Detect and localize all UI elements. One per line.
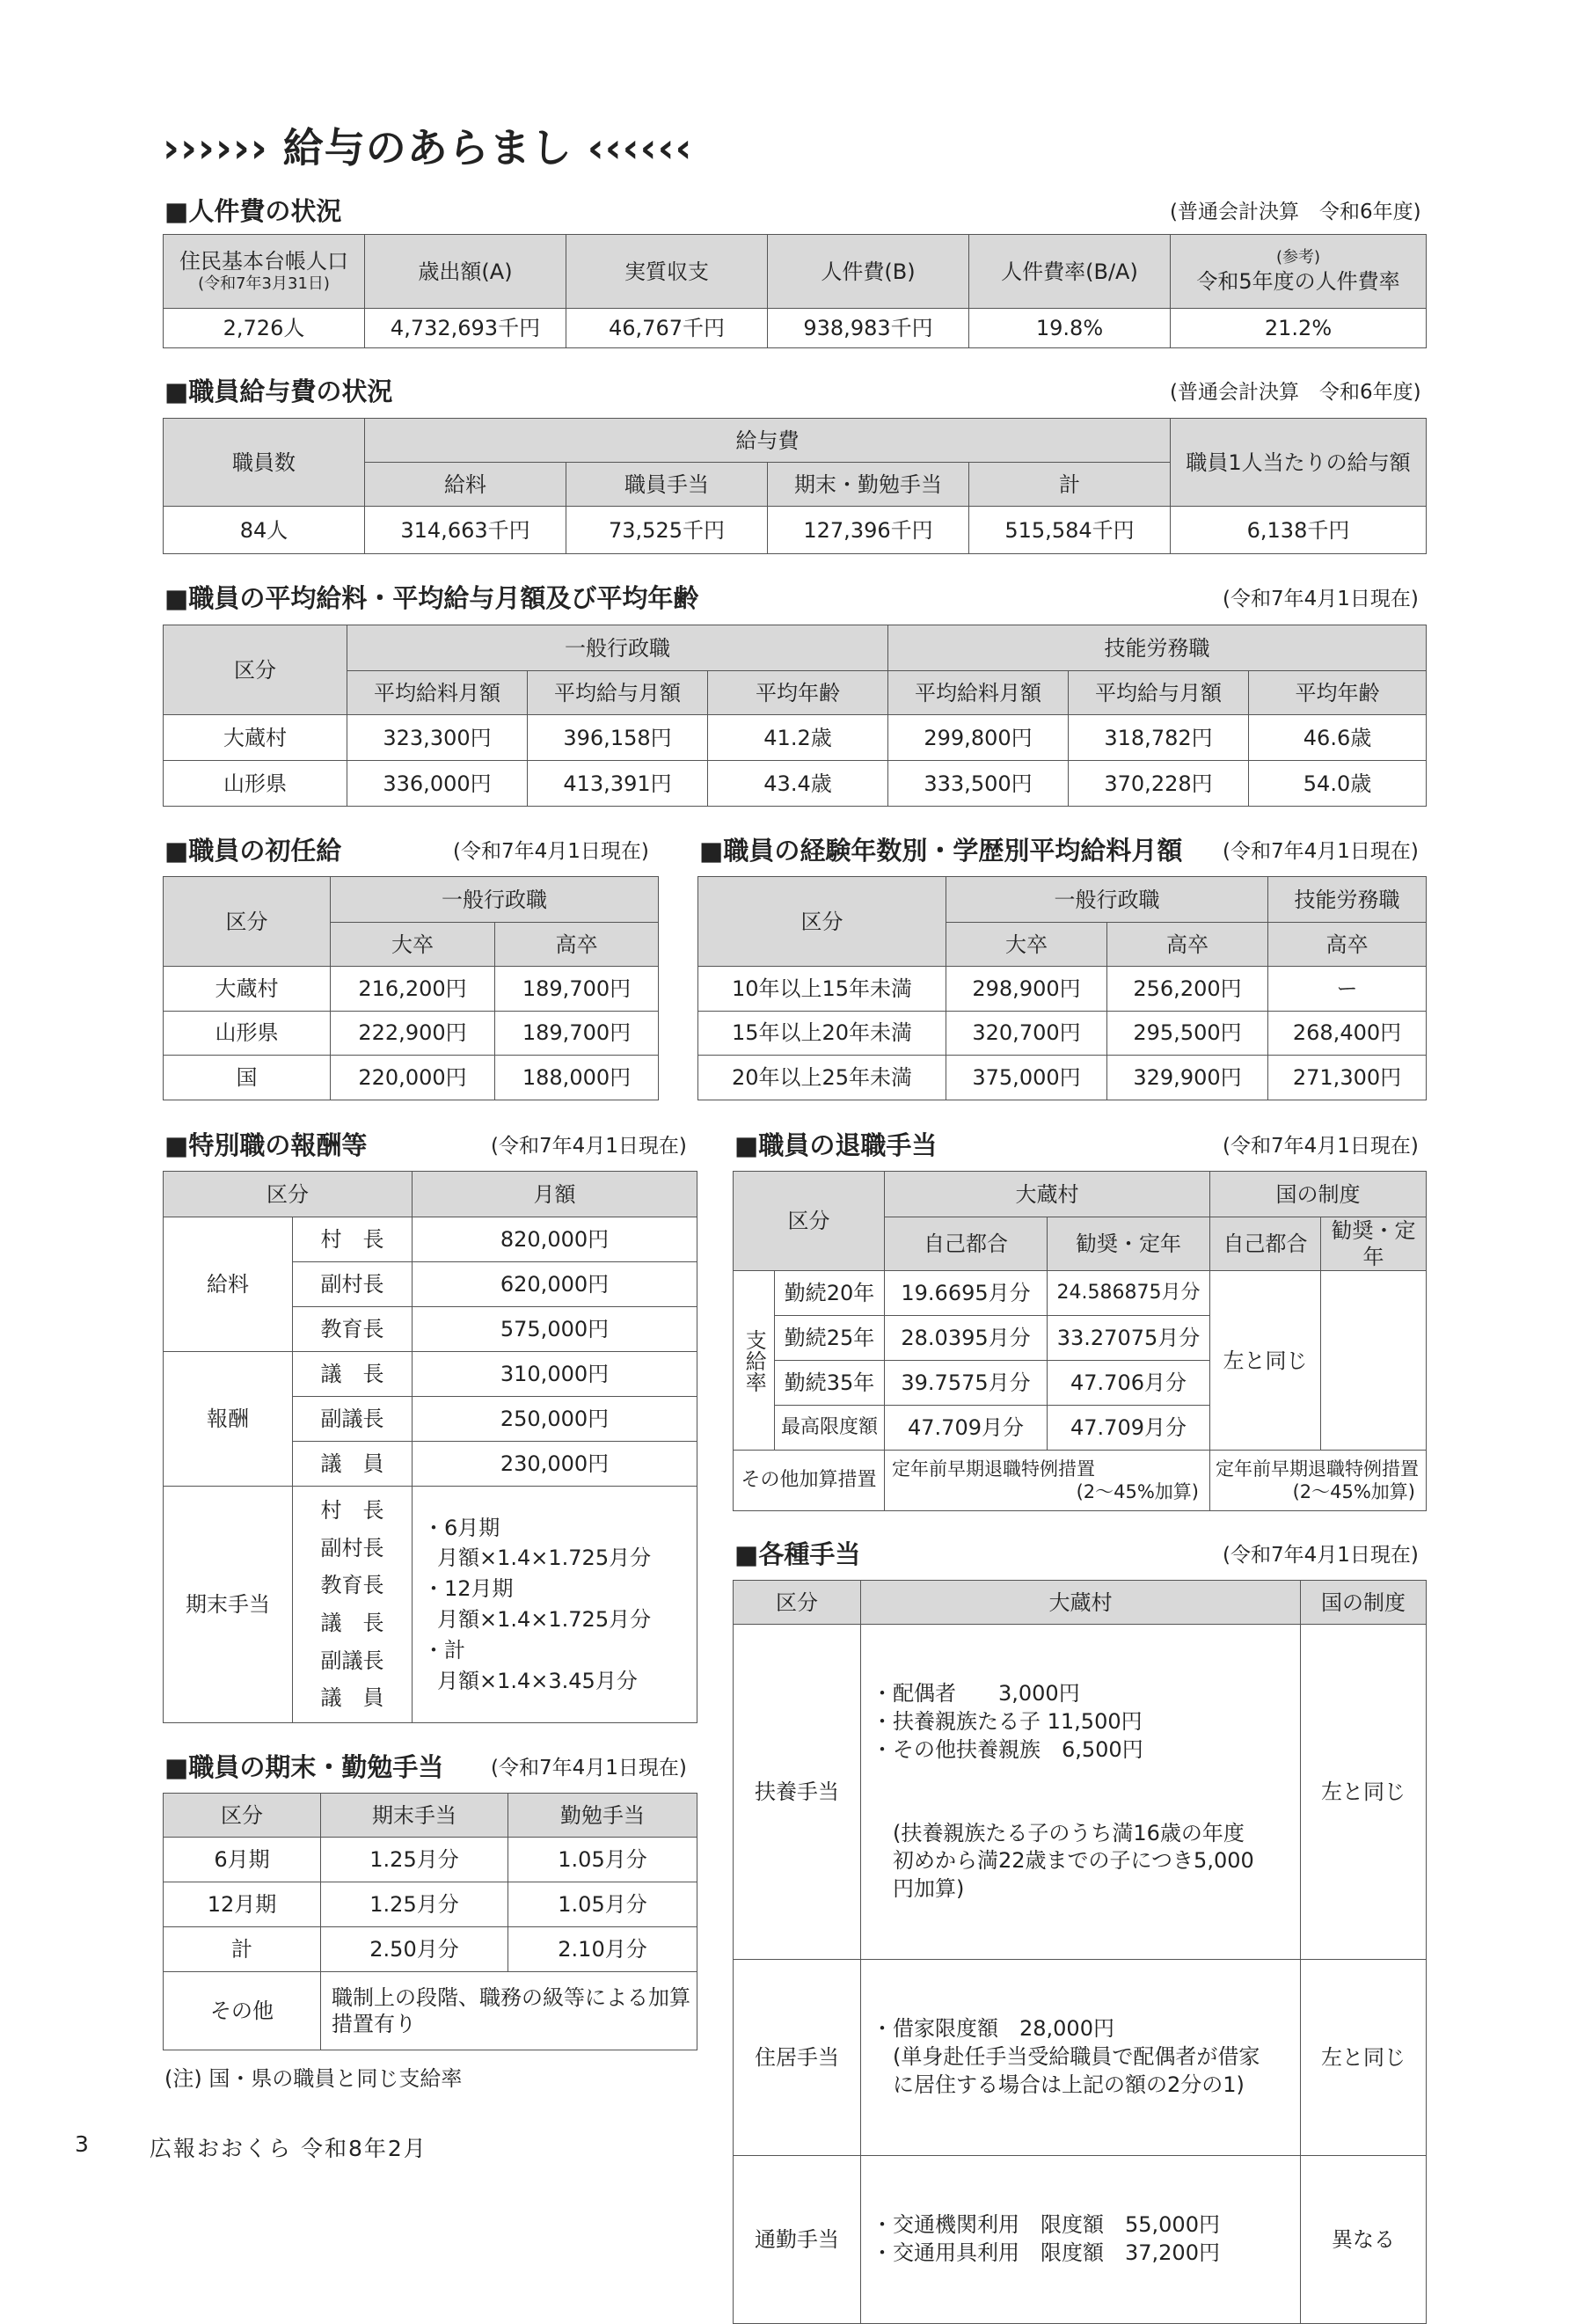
header-cost-rate: 人件費率(B/A) [969,235,1171,309]
cell: 47.706月分 [1048,1361,1210,1406]
row-label: 国 [164,1056,331,1100]
header-staff-count: 職員数 [164,419,365,507]
header-labor: 技能労務職 [1268,877,1427,923]
cell: 271,300円 [1268,1056,1427,1100]
other-nation: 定年前早期退職特例措置 (2〜45%加算) [1210,1451,1427,1511]
cell: 323,300円 [347,715,528,761]
row-label: 15年以上20年未満 [698,1011,946,1056]
cell: 938,983千円 [768,309,969,348]
cell: 1.05月分 [508,1882,697,1927]
cell: 299,800円 [888,715,1069,761]
cell: 413,391円 [528,761,708,807]
cell: ー [1268,967,1427,1012]
cell: 295,500円 [1107,1011,1268,1056]
page-number: 3 [75,2131,89,2157]
header-kubun: 区分 [164,1172,413,1217]
cell: 336,000円 [347,761,528,807]
header-sub: 平均給与月額 [528,671,708,715]
cell: 298,900円 [946,967,1107,1012]
header-sub: 勧奨・定年 [1321,1217,1427,1271]
housing-details: ・借家限度額 28,000円 (単身赴任手当受給職員で配偶者が借家 に居住する場合は上記の額の2分の1) [861,1960,1301,2156]
header-sub: 平均年齢 [1249,671,1427,715]
amount: 820,000円 [413,1217,697,1262]
cell: 24.586875月分 [1048,1271,1210,1316]
cell: 84人 [164,507,365,554]
amount: 310,000円 [413,1352,697,1397]
header-village: 大蔵村 [861,1581,1301,1625]
average-salary-table [163,625,1427,807]
amount: 620,000円 [413,1262,697,1307]
cell: 47.709月分 [885,1406,1048,1451]
cell: 188,000円 [495,1056,659,1100]
cell: 6,138千円 [1171,507,1427,554]
position: 副議長 [293,1397,413,1442]
header-general: 一般行政職 [347,625,888,671]
header-per-person: 職員1人当たりの給与額 [1171,419,1427,507]
row-label: 勤続35年 [775,1361,885,1406]
section-title-experience-salary: ■職員の経験年数別・学歴別平均給料月額 [699,836,1183,866]
nation-empty [1321,1271,1427,1451]
cell: 320,700円 [946,1011,1107,1056]
personnel-cost-table [163,234,1427,348]
header-kubun: 区分 [734,1172,885,1271]
position: 議 長 [293,1352,413,1397]
section-title-starting-salary: ■職員の初任給 [164,836,342,866]
cell: 2.50月分 [321,1927,508,1972]
cell: 189,700円 [495,967,659,1012]
position: 議 員 [293,1442,413,1487]
header-sub: 計 [969,463,1171,507]
header-sub: 勧奨・定年 [1048,1217,1210,1271]
reward-label: 報酬 [164,1352,293,1487]
section-note: (普通会計決算 令和6年度) [1170,201,1421,223]
cell: 4,732,693千円 [365,309,566,348]
nation-value: 異なる [1301,2155,1427,2323]
experience-salary-table [697,876,1427,1100]
cell: 329,900円 [1107,1056,1268,1100]
section-title-personnel-cost: ■人件費の状況 [164,196,342,226]
section-title-salary-cost: ■職員給与費の状況 [164,376,393,406]
nation-same: 左と同じ [1210,1271,1321,1451]
header-sub: 職員手当 [566,463,768,507]
bonus-label: 期末手当 [164,1487,293,1723]
header-amount: 月額 [413,1172,697,1217]
header-general: 一般行政職 [331,877,659,923]
row-label: 大蔵村 [164,715,347,761]
nation-value: 左と同じ [1301,1960,1427,2156]
cell: 396,158円 [528,715,708,761]
cell: 189,700円 [495,1011,659,1056]
cell: 54.0歳 [1249,761,1427,807]
section-note: (令和7年4月1日現在) [1223,1135,1419,1158]
row-label: 山形県 [164,1011,331,1056]
header-labor: 技能労務職 [888,625,1427,671]
allowances-table [733,1580,1427,2324]
publication-name: 広報おおくら 令和8年2月 [150,2136,427,2161]
row-label: 最高限度額 [775,1406,885,1451]
header-general: 一般行政職 [946,877,1268,923]
row-label: 山形県 [164,761,347,807]
row-label: 12月期 [164,1882,321,1927]
cell: 21.2% [1171,309,1427,348]
header-sub: 平均給与月額 [1069,671,1249,715]
row-label: 10年以上15年未満 [698,967,946,1012]
header-kubun: 区分 [164,625,347,715]
salary-label: 給料 [164,1217,293,1352]
section-title-allowances: ■各種手当 [734,1539,861,1569]
header-kubun: 区分 [164,877,331,967]
cell: 1.05月分 [508,1838,697,1882]
section-note: (令和7年4月1日現在) [1223,840,1419,863]
header-kubun: 区分 [164,1794,321,1838]
cell: 33.27075月分 [1048,1316,1210,1361]
header-sub: 給料 [365,463,566,507]
commute-details: ・交通機関利用 限度額 55,000円 ・交通用具利用 限度額 37,200円 [861,2155,1301,2323]
header-nation: 国の制度 [1301,1581,1427,1625]
page-title: ›››››› 給与のあらまし ‹‹‹‹‹‹ [163,124,693,172]
section-note: (令和7年4月1日現在) [1223,1544,1419,1567]
cell: 41.2歳 [708,715,888,761]
cell: 1.25月分 [321,1882,508,1927]
section-note: (令和7年4月1日現在) [491,1135,687,1158]
header-kubun: 区分 [698,877,946,967]
cell: 256,200円 [1107,967,1268,1012]
header-pay: 給与費 [365,419,1171,463]
rate-label: 支給率 [734,1271,775,1451]
cell: 2.10月分 [508,1927,697,1972]
cell: 73,525千円 [566,507,768,554]
header-village: 大蔵村 [885,1172,1210,1217]
header-nation: 国の制度 [1210,1172,1427,1217]
cell: 515,584千円 [969,507,1171,554]
salary-cost-table [163,418,1427,554]
section-note: (普通会計決算 令和6年度) [1170,381,1421,404]
cell: 314,663千円 [365,507,566,554]
row-label: 6月期 [164,1838,321,1882]
footnote: (注) 国・県の職員と同じ支給率 [164,2066,463,2091]
header-sub: 高卒 [495,923,659,967]
amount: 230,000円 [413,1442,697,1487]
section-title-retirement: ■職員の退職手当 [734,1130,938,1160]
header-sub: 大卒 [331,923,495,967]
header-sub: 平均給料月額 [347,671,528,715]
cell: 220,000円 [331,1056,495,1100]
bonus-positions: 村 長 副村長 教育長 議 長 副議長 議 員 [293,1487,413,1723]
cell: 1.25月分 [321,1838,508,1882]
row-label: 勤続20年 [775,1271,885,1316]
dependent-details: ・配偶者 3,000円 ・扶養親族たる子 11,500円 ・その他扶養親族 6,500円 (扶養親族たる子のうち満16歳の年度 初めから満22歳までの子につき5,000 円加算) [861,1625,1301,1960]
position: 教育長 [293,1307,413,1352]
header-term-end: 期末手当 [321,1794,508,1838]
starting-salary-table [163,876,659,1100]
header-sub: 高卒 [1268,923,1427,967]
cell: 375,000円 [946,1056,1107,1100]
row-label: 住居手当 [734,1960,861,2156]
cell: 43.4歳 [708,761,888,807]
row-label: その他 [164,1972,321,2050]
section-note: (令和7年4月1日現在) [453,840,649,863]
other-label: その他加算措置 [734,1451,885,1511]
cell: 222,900円 [331,1011,495,1056]
header-sub: 平均給料月額 [888,671,1069,715]
amount: 250,000円 [413,1397,697,1442]
section-title-special-post: ■特別職の報酬等 [164,1130,368,1160]
bonus-formula: ・6月期 月額×1.4×1.725月分 ・12月期 月額×1.4×1.725月分 ・計 月額×1.4×3.45月分 [413,1487,697,1723]
row-label: 勤続25年 [775,1316,885,1361]
header-kubun: 区分 [734,1581,861,1625]
header-expenditure: 歳出額(A) [365,235,566,309]
position: 副村長 [293,1262,413,1307]
section-note: (令和7年4月1日現在) [1223,588,1419,610]
cell: 127,396千円 [768,507,969,554]
nation-value: 左と同じ [1301,1625,1427,1960]
cell: 2,726人 [164,309,365,348]
cell: 370,228円 [1069,761,1249,807]
cell: 216,200円 [331,967,495,1012]
row-label: 扶養手当 [734,1625,861,1960]
retirement-table [733,1171,1427,1511]
bonus-table [163,1793,697,2050]
cell: 47.709月分 [1048,1406,1210,1451]
cell: 28.0395月分 [885,1316,1048,1361]
header-sub: 自己都合 [885,1217,1048,1271]
special-post-table [163,1171,697,1723]
row-label: 通勤手当 [734,2155,861,2323]
cell: 318,782円 [1069,715,1249,761]
other-village: 定年前早期退職特例措置 (2〜45%加算) [885,1451,1210,1511]
header-sub: 平均年齢 [708,671,888,715]
header-personnel-cost: 人件費(B) [768,235,969,309]
section-note: (令和7年4月1日現在) [491,1757,687,1780]
row-label: 20年以上25年未満 [698,1056,946,1100]
amount: 575,000円 [413,1307,697,1352]
row-label: 大蔵村 [164,967,331,1012]
cell: 46.6歳 [1249,715,1427,761]
header-sub: 大卒 [946,923,1107,967]
position: 村 長 [293,1217,413,1262]
header-diligence: 勤勉手当 [508,1794,697,1838]
cell: 333,500円 [888,761,1069,807]
cell: 268,400円 [1268,1011,1427,1056]
header-population: 住民基本台帳人口 (令和7年3月31日) [164,235,365,309]
other-text: 職制上の段階、職務の級等による加算措置有り [321,1972,697,2050]
cell: 19.6695月分 [885,1271,1048,1316]
header-sub: 期末・勤勉手当 [768,463,969,507]
header-reference: (参考) 令和5年度の人件費率 [1171,235,1427,309]
header-sub: 自己都合 [1210,1217,1321,1271]
header-sub: 高卒 [1107,923,1268,967]
header-balance: 実質収支 [566,235,768,309]
cell: 39.7575月分 [885,1361,1048,1406]
cell: 19.8% [969,309,1171,348]
row-label: 計 [164,1927,321,1972]
section-title-average-salary: ■職員の平均給料・平均給与月額及び平均年齢 [164,583,699,613]
section-title-bonus: ■職員の期末・勤勉手当 [164,1752,444,1782]
cell: 46,767千円 [566,309,768,348]
